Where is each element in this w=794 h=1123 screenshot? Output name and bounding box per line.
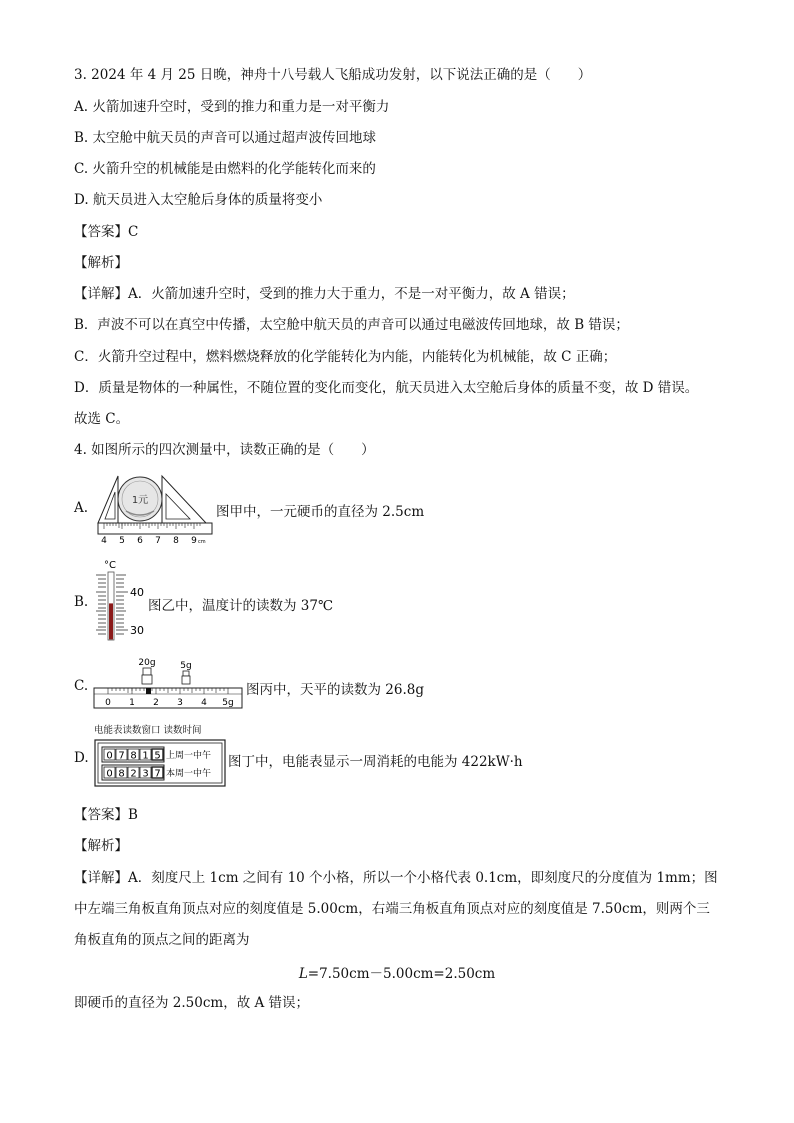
- meter-digit: 1: [142, 750, 149, 762]
- thermometer-label-lower: 30: [130, 624, 144, 637]
- q4-option-b-text: 图乙中，温度计的读数为 37℃: [148, 598, 334, 614]
- ruler-tick-label: 9: [191, 536, 197, 546]
- q3-option-b: B. 太空舱中航天员的声音可以通过超声波传回地球: [74, 130, 377, 146]
- meter-digit: 2: [130, 768, 137, 780]
- ruler-tick-label: 6: [137, 536, 143, 546]
- q3-option-d: D. 航天员进入太空舱后身体的质量将变小: [74, 192, 323, 208]
- balance-tick-label: 2: [153, 698, 159, 708]
- thermometer-unit: °C: [104, 560, 116, 571]
- weight-5g-icon: [183, 671, 189, 676]
- q4-analysis-title: 【解析】: [74, 838, 128, 854]
- q3-analysis-title: 【解析】: [74, 255, 128, 271]
- meter-digit: 5: [154, 750, 161, 762]
- meter-digit: 7: [154, 768, 161, 780]
- formula-expression: =7.50cm－5.00cm=2.50cm: [307, 966, 496, 982]
- q3-option-c: C. 火箭升空的机械能是由燃料的化学能转化而来的: [74, 161, 376, 177]
- q4-option-b-letter: B.: [74, 594, 89, 610]
- ruler-tick-label: 5: [119, 536, 125, 546]
- meter-row-2: [102, 765, 164, 780]
- meter-digit: 8: [130, 750, 137, 762]
- q4-formula: [0, 962, 794, 982]
- q4-analysis-line: 【详解】A．刻度尺上 1cm 之间有 10 个小格，所以一个小格代表 0.1cm，即刻度尺的分度值为 1mm；图: [74, 870, 718, 886]
- q3-analysis-line: B．声波不可以在真空中传播，太空舱中航天员的声音可以通过电磁波传回地球，故 B 错误；: [74, 317, 629, 333]
- q3-analysis-line: C．火箭升空过程中，燃料燃烧释放的化学能转化为内能，内能转化为机械能，故 C 正确；: [74, 349, 617, 365]
- q4-analysis-line: 角板直角的顶点之间的距离为: [74, 932, 250, 948]
- q4-option-d-letter: D.: [74, 750, 89, 766]
- meter-row-1: [102, 747, 164, 762]
- coin-label: 1元: [131, 495, 149, 506]
- balance-tick-label: 1: [129, 698, 135, 708]
- q4-option-c-text: 图丙中，天平的读数为 26.8g: [246, 682, 424, 698]
- ruler-coin-figure: [94, 474, 216, 550]
- weight-20g-icon: [143, 668, 151, 675]
- balance-rider: [146, 688, 151, 694]
- q3-analysis-line: 【详解】A．火箭加速升空时，受到的推力大于重力，不是一对平衡力，故 A 错误；: [74, 286, 575, 302]
- balance-figure: [92, 656, 244, 710]
- meter-row-2-label: 本周一中午: [166, 769, 212, 779]
- balance-tick-label: 5g: [222, 698, 234, 708]
- ruler-tick-label: 8: [173, 536, 179, 546]
- balance-tick-label: 0: [105, 698, 111, 708]
- meter-digit: 0: [106, 750, 113, 762]
- meter-header: 电能表读数窗口 读数时间: [94, 725, 202, 736]
- meter-digit: 0: [106, 768, 113, 780]
- formula-variable: L: [298, 966, 308, 982]
- q4-stem: 4. 如图所示的四次测量中，读数正确的是（ ）: [74, 442, 375, 458]
- ruler-tick-label: 4: [101, 536, 107, 546]
- meter-digit: 3: [142, 768, 149, 780]
- thermometer-figure: [92, 558, 152, 642]
- q3-stem: 3. 2024 年 4 月 25 日晚，神舟十八号载人飞船成功发射，以下说法正确的是（ ）: [74, 67, 592, 83]
- q4-option-d-text: 图丁中，电能表显示一周消耗的电能为 422kW·h: [228, 754, 523, 770]
- q4-answer: 【答案】B: [74, 807, 138, 823]
- energy-meter-figure: [94, 739, 226, 787]
- q4-conclusion: 即硬币的直径为 2.50cm，故 A 错误；: [74, 995, 310, 1011]
- meter-digit: 8: [118, 768, 125, 780]
- q3-option-a: A. 火箭加速升空时，受到的推力和重力是一对平衡力: [74, 99, 390, 115]
- q4-option-c-letter: C.: [74, 678, 89, 694]
- q4-analysis-line: 中左端三角板直角顶点对应的刻度值是 5.00cm，右端三角板直角顶点对应的刻度值是 7.50cm，则两个三: [74, 901, 710, 917]
- meter-digit: 7: [118, 750, 125, 762]
- balance-tick-label: 4: [201, 698, 207, 708]
- ruler-unit: cm: [198, 539, 206, 545]
- q3-answer: 【答案】C: [74, 224, 139, 240]
- thermometer-label-upper: 40: [130, 586, 144, 599]
- right-set-square: [162, 476, 206, 523]
- q4-option-a-letter: A.: [74, 500, 89, 516]
- q3-analysis-line: 故选 C。: [74, 411, 130, 427]
- q4-option-a-text: 图甲中，一元硬币的直径为 2.5cm: [216, 504, 425, 520]
- q3-analysis-line: D．质量是物体的一种属性，不随位置的变化而变化，航天员进入太空舱后身体的质量不变，故 D 错误。: [74, 380, 699, 396]
- meter-row-1-label: 上周一中午: [166, 751, 212, 761]
- weight-20g-label: 20g: [138, 658, 156, 668]
- ruler-tick-label: 7: [155, 536, 161, 546]
- balance-tick-label: 3: [177, 698, 183, 708]
- thermometer-mercury: [109, 603, 113, 639]
- weight-5g-label: 5g: [180, 661, 192, 671]
